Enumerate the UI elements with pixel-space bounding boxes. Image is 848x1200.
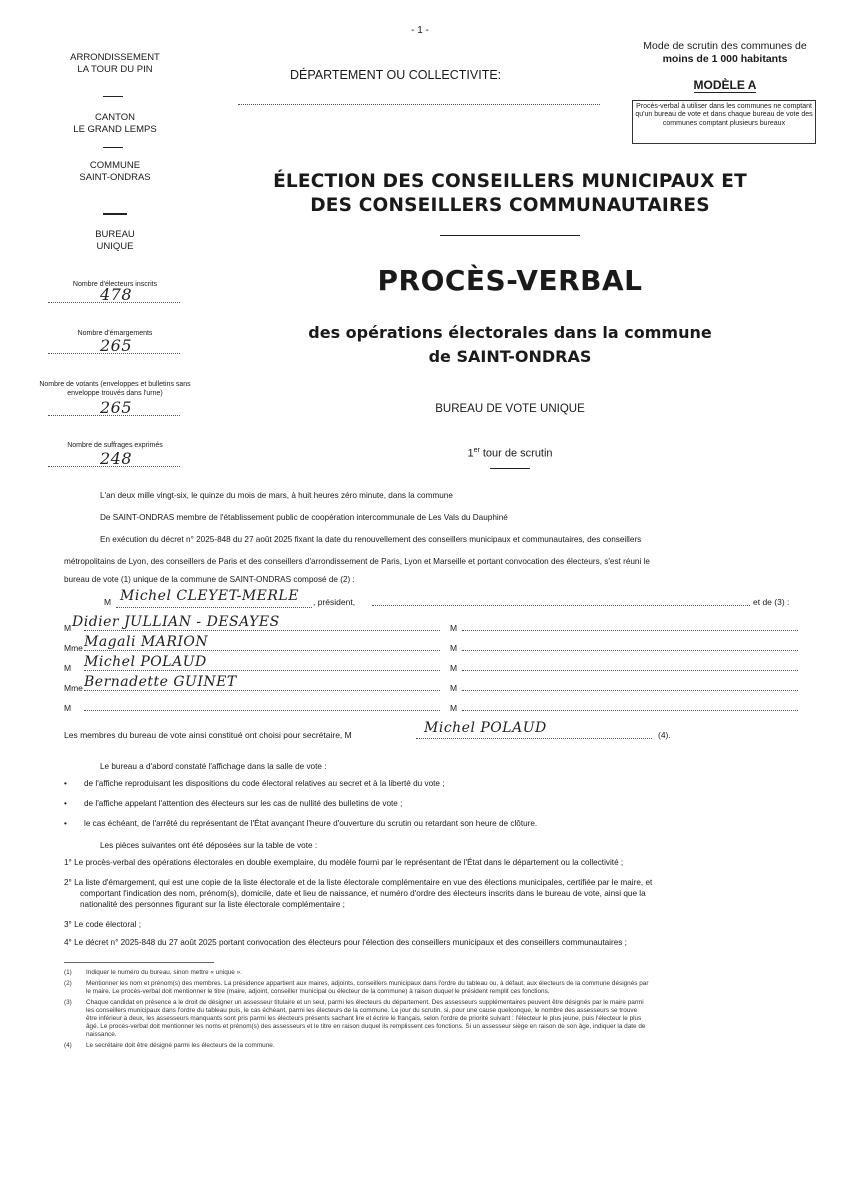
exprimes-value: 248 xyxy=(100,449,133,468)
footnote xyxy=(64,969,816,977)
assessor-field xyxy=(84,710,440,711)
canton-label: CANTON xyxy=(95,112,135,123)
commune-value: SAINT-ONDRAS xyxy=(79,172,151,183)
affichage-intro: Le bureau a d'abord constaté l'affichage dans la salle de vote : xyxy=(100,762,327,771)
secretary-name: Michel POLAUD xyxy=(424,720,547,736)
divider xyxy=(103,96,123,97)
footnote xyxy=(64,980,816,996)
divider xyxy=(103,213,127,215)
operations-line2: de SAINT-ONDRAS xyxy=(428,347,592,366)
assessor-field xyxy=(84,670,440,671)
footnote-line: Le secrétaire doit être désigné parmi les électeurs de la commune. xyxy=(86,1042,275,1049)
body-p3a: En exécution du décret n° 2025-848 du 27 août 2025 fixant la date du renouvellement des conseillers municipaux et communautaires, des conseillers xyxy=(100,535,642,544)
secretary-prefix: Les membres du bureau de vote ainsi constitué ont choisi pour secrétaire, M xyxy=(64,730,352,740)
votants-value: 265 xyxy=(100,398,133,417)
exprimes-label: Nombre de suffrages exprimés xyxy=(67,442,163,449)
footnote xyxy=(64,999,816,1039)
assessor-name: Magali MARION xyxy=(84,634,209,650)
mode-line2: moins de 1 000 habitants xyxy=(662,53,788,65)
divider xyxy=(103,147,123,148)
bureau-title: BUREAU DE VOTE UNIQUE xyxy=(435,403,585,415)
modele-description: Procès-verbal à utiliser dans les communes ne comptant qu'un bureau de vote et dans chaque bureau de vote des communes comptant plusieurs bureaux xyxy=(635,103,813,127)
assessor-field xyxy=(462,670,798,671)
pieces-intro: Les pièces suivantes ont été déposées sur la table de vote : xyxy=(100,841,318,850)
modele-box xyxy=(632,100,816,144)
bullet-icon: • xyxy=(64,779,67,788)
footnote-divider xyxy=(64,962,214,963)
assessor-field xyxy=(84,650,440,651)
election-title xyxy=(230,170,790,218)
mode-line1: Mode de scrutin des communes de xyxy=(643,40,807,52)
pv-title: PROCÈS-VERBAL xyxy=(377,264,643,297)
assessor-prefix: M xyxy=(450,643,458,653)
assessor-row-right xyxy=(450,617,800,637)
inscrits-value: 478 xyxy=(100,285,133,304)
footnote-line: âgé. Le procès-verbal doit mentionner les noms et prénom(s) des assesseurs et le titre en raison duquel ils remplissent ces fonctions. Si un assesseur siège en raison de son âge, indiquer la date de xyxy=(86,1023,646,1030)
footnote-line: être inférieur à deux, les assesseurs manquants sont pris parmi les électeurs présents sachant lire et écrire le français, selon l'ordre de priorité suivant : l'électeur le plus jeune, puis l'électeur le plus xyxy=(86,1015,642,1022)
assessor-field xyxy=(84,690,440,691)
list-item xyxy=(64,779,824,799)
footnote-line: Indiquer le numéro du bureau, sinon mettre « unique ». xyxy=(86,969,242,976)
commune-block xyxy=(40,160,190,184)
arrondissement-value: LA TOUR DU PIN xyxy=(77,64,153,75)
footnote-number: (3) xyxy=(64,999,72,1006)
assessor-prefix: M xyxy=(450,703,458,713)
list-item-text: le cas échéant, de l'arrêté du représentant de l'État avançant l'heure d'ouverture du scrutin ou retardant son heure de clôture. xyxy=(84,819,538,828)
arrondissement-block xyxy=(40,52,190,76)
assessor-field xyxy=(462,710,798,711)
assessor-row xyxy=(64,674,444,697)
assessor-prefix: M xyxy=(450,623,458,633)
title-divider xyxy=(440,235,580,236)
et-de-label: et de (3) : xyxy=(753,597,790,607)
footnote-number: (4) xyxy=(64,1042,72,1049)
tour-de-scrutin xyxy=(420,447,600,460)
footnote-number: (2) xyxy=(64,980,72,987)
tour-divider xyxy=(490,468,530,469)
assessor-prefix: M xyxy=(64,623,72,633)
canton-block xyxy=(40,112,190,136)
piece-3: 3° Le code électoral ; xyxy=(64,920,142,929)
president-prefix: M xyxy=(104,597,112,607)
emargements-field xyxy=(48,336,180,355)
departement-label: DÉPARTEMENT OU COLLECTIVITE: xyxy=(290,68,502,82)
assessor-field xyxy=(462,650,798,651)
assessor-prefix: Mme xyxy=(64,643,83,653)
assessors-right xyxy=(450,617,800,717)
departement-field xyxy=(238,104,600,105)
exprimes-field xyxy=(48,449,180,468)
list-item xyxy=(64,799,824,819)
assessor-row-right xyxy=(450,657,800,677)
assessor-name: Michel POLAUD xyxy=(84,654,207,670)
assessor-name: Bernadette GUINET xyxy=(84,674,237,690)
bullet-icon: • xyxy=(64,819,67,828)
piece-1: 1° Le procès-verbal des opérations électorales en double exemplaire, du modèle fourni par le représentant de l'État dans le département ou la collectivité ; xyxy=(64,858,624,867)
footnote-line: le maire. Le procès-verbal doit mentionner le titre (maire, adjoint, conseiller municipal ou électeur de la commune) à raison duquel le président remplit ces fonctions. xyxy=(86,988,550,995)
inscrits-label: Nombre d'électeurs inscrits xyxy=(72,281,158,288)
secretary-field xyxy=(416,738,652,739)
operations-line1: des opérations électorales dans la commune xyxy=(308,323,712,342)
piece-2a: 2° La liste d'émargement, qui est une copie de la liste électorale et de la liste électorale complémentaire en vue des élections municipales, certifiée par le maire, et xyxy=(64,878,653,887)
footnote-line: les conseillers municipaux dans l'ordre du tableau puis, le cas échéant, parmi les électeurs de la commune. Le jour du scrutin, si, pour une cause quelconque, le nombre des assesseurs se trouve xyxy=(86,1007,638,1014)
assessor-prefix: M xyxy=(450,663,458,673)
assessor-prefix: M xyxy=(64,703,72,713)
assessor-row-right xyxy=(450,677,800,697)
canton-value: LE GRAND LEMPS xyxy=(73,124,157,135)
footnote xyxy=(64,1042,816,1050)
assessor-prefix: Mme xyxy=(64,683,83,693)
footnote-number: (1) xyxy=(64,969,72,976)
votants-label: Nombre de votants (enveloppes et bulletins sans enveloppe trouvés dans l'urne) xyxy=(39,381,191,397)
bureau-block xyxy=(40,229,190,253)
secretary-suffix: (4). xyxy=(658,730,671,740)
assessor-name: Didier JULLIAN - DESAYES xyxy=(72,614,280,630)
assessor-field xyxy=(84,630,440,631)
votants-field xyxy=(48,398,180,417)
tour-text: tour de scrutin xyxy=(479,447,553,460)
modele-title xyxy=(650,78,800,92)
emargements-label: Nombre d'émargements xyxy=(77,330,153,337)
operations-title xyxy=(230,321,790,369)
commune-label: COMMUNE xyxy=(89,160,141,171)
mode-scrutin xyxy=(625,40,825,66)
affichage-list xyxy=(64,779,824,839)
body-p3c: bureau de vote (1) unique de la commune de SAINT-ONDRAS composé de (2) : xyxy=(64,575,355,584)
president-field xyxy=(116,605,312,608)
body-p1: L'an deux mille vingt-six, le quinze du mois de mars, à huit heures zéro minute, dans la commune xyxy=(100,491,453,500)
footnotes xyxy=(64,969,816,1053)
assessor-prefix: M xyxy=(64,663,72,673)
footnote-line: Chaque candidat en présence a le droit de désigner un assesseur titulaire et un seul, parmi les électeurs du département. Des assesseurs supplémentaires peuvent être désignés par le maire parmi xyxy=(86,999,644,1006)
bullet-icon: • xyxy=(64,799,67,808)
president-trailing-field xyxy=(372,605,750,606)
bureau-value: UNIQUE xyxy=(96,241,134,252)
piece-2b: comportant l'indication des nom, prénom(s), domicile, date et lieu de naissance, et numéro d'ordre des électeurs inscrits dans le bureau de vote, ainsi que la xyxy=(80,889,646,898)
modele-label: MODÈLE A xyxy=(693,78,757,92)
piece-4: 4° Le décret n° 2025-848 du 27 août 2025 portant convocation des électeurs pour l'élection des conseillers municipaux et des conseillers communautaires ; xyxy=(64,938,627,947)
bureau-label: BUREAU xyxy=(95,229,135,240)
page-number: - 1 - xyxy=(411,25,429,36)
assessor-field xyxy=(462,690,798,691)
assessor-field xyxy=(462,630,798,631)
list-item-text: de l'affiche reproduisant les dispositions du code électoral relatives au secret et à la liberté du vote ; xyxy=(84,779,445,788)
assessor-prefix: M xyxy=(450,683,458,693)
election-line2: DES CONSEILLERS COMMUNAUTAIRES xyxy=(310,195,710,216)
footnote-line: Mentionner les nom et prénom(s) des membres. La présidence appartient aux maires, adjoints, conseillers municipaux dans l'ordre du tableau ou, à défaut, aux électeurs de la commune désignés par xyxy=(86,980,649,987)
tour-sup: er xyxy=(473,447,480,454)
arrondissement-label: ARRONDISSEMENT xyxy=(70,52,160,63)
assessor-row xyxy=(64,697,444,717)
assessors-left xyxy=(64,614,444,717)
president-label: , président, xyxy=(313,597,356,607)
list-item-text: de l'affiche appelant l'attention des électeurs sur les cas de nullité des bulletins de vote ; xyxy=(84,799,403,808)
list-item xyxy=(64,819,824,839)
election-line1: ÉLECTION DES CONSEILLERS MUNICIPAUX ET xyxy=(273,171,747,192)
footnote-line: naissance. xyxy=(86,1031,117,1038)
emargements-value: 265 xyxy=(100,336,133,355)
assessor-row-right xyxy=(450,697,800,717)
assessor-row-right xyxy=(450,637,800,657)
body-p3b: métropolitains de Lyon, des conseillers de Paris et des conseillers d'arrondissement de Paris, Lyon et Marseille et portant convocation des électeurs, s'est réuni le xyxy=(64,557,650,566)
body-p2: De SAINT-ONDRAS membre de l'établissement public de coopération intercommunale de Les Vals du Dauphiné xyxy=(100,513,508,522)
piece-2c: nationalité des personnes figurant sur la liste électorale complémentaire ; xyxy=(80,900,345,909)
tour-number: 1 xyxy=(467,447,474,460)
inscrits-field xyxy=(48,285,180,304)
president-name: Michel CLEYET-MERLE xyxy=(120,588,299,604)
